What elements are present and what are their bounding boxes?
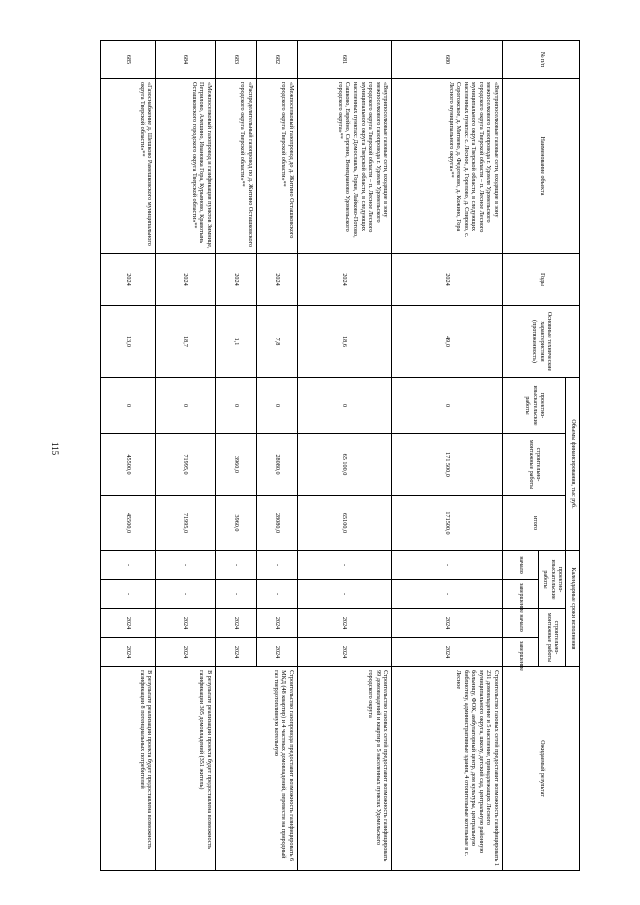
row-num: 680	[392, 41, 503, 79]
header-name: Наименование объекта	[503, 79, 580, 254]
header-design-works: проектно-изыскательские работы	[503, 378, 566, 434]
header-financing-group: Объемы финансирования, тыс руб.	[566, 378, 580, 551]
row-design: 0	[215, 378, 256, 434]
row-result: Строительство газопровода предоставит возможность газифицировать 6 МКД (48 квартир) и 4 частных домовладений, перевести на природный газ твердотопливную котельную	[215, 667, 297, 871]
row-result: В результате реализации проекта будет предоставлена возможность газификации 8 потенциальных потребителей	[101, 667, 156, 871]
row-constr-start: 2024	[256, 609, 297, 638]
page-number: 115	[50, 442, 60, 456]
row-construction: 45500,0	[101, 434, 156, 496]
row-design-start: -	[215, 551, 256, 580]
row-design-end: -	[215, 580, 256, 609]
row-constr-end: 2024	[101, 638, 156, 667]
header-expected-result: Ожидаемый результат	[503, 667, 580, 871]
row-construction: 71995,0	[156, 434, 215, 496]
header-total: итого	[503, 496, 566, 551]
header-schedule-design: проектно-изыскательские работы	[539, 551, 566, 609]
row-total: 65100,0	[297, 496, 391, 551]
row-design-start: -	[101, 551, 156, 580]
row-design: 0	[256, 378, 297, 434]
row-design-end: -	[101, 580, 156, 609]
row-construction: 28080,0	[256, 434, 297, 496]
table-row	[256, 41, 297, 871]
row-construction: 171 500,0	[392, 434, 503, 496]
rotated-table-container	[100, 40, 580, 870]
row-design-end: -	[297, 580, 391, 609]
row-constr-end: 2024	[297, 638, 391, 667]
row-constr-start: 2024	[215, 609, 256, 638]
row-length: 18,6	[297, 306, 391, 378]
row-year: 2024	[297, 254, 391, 306]
row-name: «Внутрипоселковые газовые сети, входящие в зону межпоселкового газопровода г. Удомля Удомельского городского округа Тверской области – п. Лесное Лесного муниципального округа Тверской области, в следующих населенных пунктах: Домославль, Горки, Лайково-Потово, Сашково, Еврейно, Сергино, Венецианово Удомельского городского округа»**	[297, 79, 391, 254]
row-constr-end: 2024	[392, 638, 503, 667]
row-design-start: -	[297, 551, 391, 580]
row-result: Строительство газовых сетей предоставит возможность газифицировать 1 231 домовладение и 5 население, принадлежащих Лесного муниципального округа, школу, детский сад, центральную районную больницу, ФОК, амбулаторный центр, дом культуры, центральную библиотеку, административные здания, 4 отопительные котельные в с. Лесное	[392, 667, 503, 871]
row-length: 1,1	[215, 306, 256, 378]
header-schedule-group: Календарные сроки исполнения	[566, 551, 580, 667]
row-design-end: -	[256, 580, 297, 609]
row-year: 2024	[256, 254, 297, 306]
row-num: 681	[297, 41, 391, 79]
row-result: Строительство газовых сетей предоставит возможность газифицировать 99 домовладений и квартир в 5 населенных пунктах Удомельского городского округа	[297, 667, 391, 871]
row-total: 171500,0	[392, 496, 503, 551]
row-design-start: -	[256, 551, 297, 580]
row-design: 0	[156, 378, 215, 434]
row-construction: 3960,0	[215, 434, 256, 496]
row-constr-start: 2024	[101, 609, 156, 638]
row-constr-start: 2024	[297, 609, 391, 638]
table-row	[101, 41, 156, 871]
row-constr-end: 2024	[256, 638, 297, 667]
row-constr-start: 2024	[392, 609, 503, 638]
header-constr-start: начало	[503, 609, 539, 638]
row-length: 13,0	[101, 306, 156, 378]
row-design: 0	[101, 378, 156, 434]
header-constr-end: завершение	[503, 638, 539, 667]
row-constr-end: 2024	[215, 638, 256, 667]
row-name: «Внутрипоселковые газовые сети, входящие в зону межпоселкового газопровода г. Удомля Удомельского городского округа Тверской области – п. Лесное Лесного муниципального округа Тверской области, в следующих населенных пунктах: с. Лесное, д. Горелово, д. Спирово, с. Сорогожское, д. Митяево, д. Федотково, д. Кожино, Гора Лесного муниципального округа»**	[392, 79, 503, 254]
row-design-start: -	[156, 551, 215, 580]
row-constr-end: 2024	[156, 638, 215, 667]
row-result: В результате реализации проекта будет предоставлена возможность газификации 305 домовладений (351 житель)	[156, 667, 215, 871]
row-length: 49,0	[392, 306, 503, 378]
row-year: 2024	[215, 254, 256, 306]
row-name: «Газоснабжение д. Шешково Рамешковского муниципального округа Тверской области»**	[101, 79, 156, 254]
row-total: 71995,0	[156, 496, 215, 551]
header-design-start: начало	[503, 551, 539, 580]
row-num: 683	[215, 41, 256, 79]
header-years: Годы	[503, 254, 580, 306]
gas-objects-table	[100, 40, 580, 871]
row-total: 3960,0	[215, 496, 256, 551]
row-year: 2024	[392, 254, 503, 306]
row-construction: 65 100,0	[297, 434, 391, 496]
row-year: 2024	[101, 254, 156, 306]
row-constr-start: 2024	[156, 609, 215, 638]
header-construction-works: строительно-монтажные работы	[503, 434, 566, 496]
row-total: 28080,0	[256, 496, 297, 551]
row-num: 682	[256, 41, 297, 79]
header-schedule-construction: строительно-монтажные работы	[539, 609, 566, 667]
header-characteristics: Основные технические характеристики (протяженность)	[503, 306, 580, 378]
row-length: 7,8	[256, 306, 297, 378]
row-total: 45500,0	[101, 496, 156, 551]
row-length: 18,7	[156, 306, 215, 378]
table-row	[156, 41, 215, 871]
table-row	[392, 41, 503, 871]
row-name: «Межпоселковый газопровод и газификация пунктов Зимнице, Петрилово, Алешино, Ивановка Гора, Курьяново, Кравотынь Осташковского городского округа Тверской области»**	[156, 79, 215, 254]
row-design: 0	[297, 378, 391, 434]
row-name: «Межпоселковый газопровод до д. Житино Осташковского городского округа Тверской области»**	[256, 79, 297, 254]
row-design-start: -	[392, 551, 503, 580]
row-num: 685	[101, 41, 156, 79]
row-num: 684	[156, 41, 215, 79]
header-num: № п/п	[503, 41, 580, 79]
row-design-end: -	[156, 580, 215, 609]
row-name: «Распределительный газопровод по д. Житино Осташковского городского округа Тверской области»**	[215, 79, 256, 254]
row-design-end: -	[392, 580, 503, 609]
row-year: 2024	[156, 254, 215, 306]
row-design: 0	[392, 378, 503, 434]
table-row	[297, 41, 391, 871]
header-design-end: завершение	[503, 580, 539, 609]
